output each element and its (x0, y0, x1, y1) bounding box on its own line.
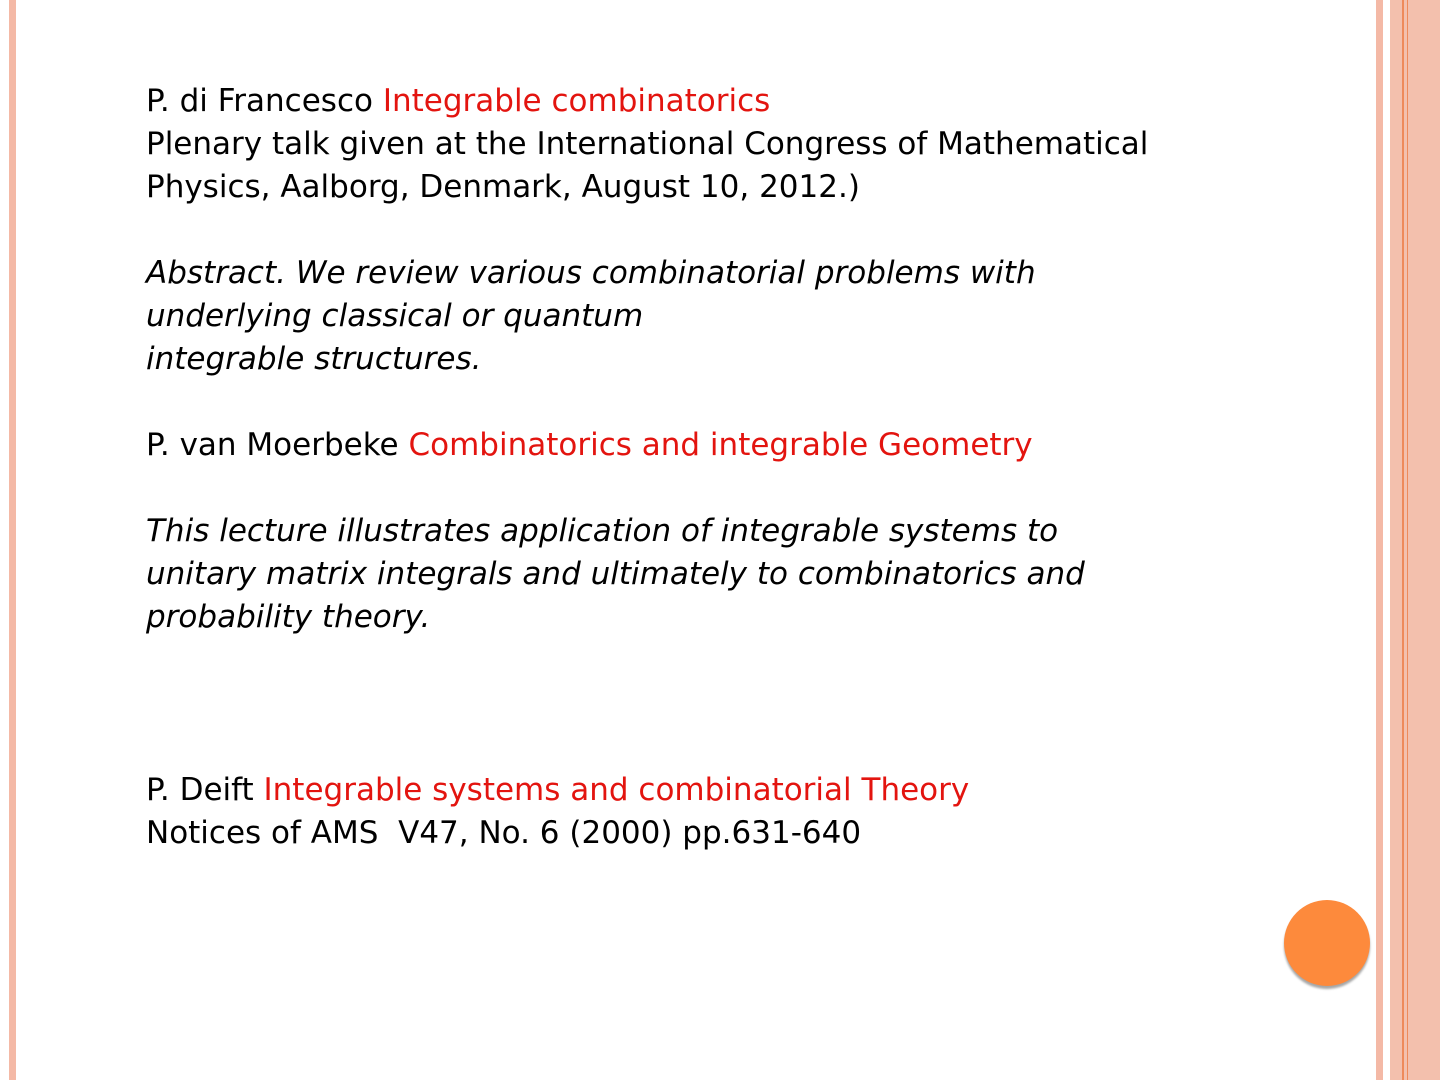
reference-heading (146, 769, 1246, 812)
reference-note-line: Notices of AMS V47, No. 6 (2000) pp.631-640 (146, 815, 862, 851)
abstract-line: Abstract. We review various combinatorial problems with (146, 255, 1036, 291)
slide-content (146, 80, 1246, 855)
reference-title: Integrable systems and combinatorial Theory (263, 772, 970, 808)
left-border-bar (9, 0, 16, 1080)
reference-heading (146, 424, 1246, 467)
reference-author: P. di Francesco (146, 83, 373, 119)
reference-note-line: Plenary talk given at the International Congress of Mathematical (146, 126, 1149, 162)
reference-author: P. Deift (146, 772, 254, 808)
right-border-bar (1376, 0, 1383, 1080)
reference-note-line: Physics, Aalborg, Denmark, August 10, 2012.) (146, 169, 860, 205)
reference-heading (146, 80, 1246, 123)
abstract-line: underlying classical or quantum (146, 298, 644, 334)
right-border-line (1402, 0, 1404, 1080)
orange-circle-decoration (1284, 900, 1370, 986)
abstract-line: This lecture illustrates application of integrable systems to (146, 513, 1059, 549)
right-border-line (1407, 0, 1408, 1080)
reference-title: Integrable combinatorics (382, 83, 771, 119)
right-border-panel (1390, 0, 1440, 1080)
reference-title: Combinatorics and integrable Geometry (408, 427, 1033, 463)
abstract-line: probability theory. (146, 599, 431, 635)
reference-author: P. van Moerbeke (146, 427, 399, 463)
abstract-line: integrable structures. (146, 341, 482, 377)
abstract-line: unitary matrix integrals and ultimately to combinatorics and (146, 556, 1085, 592)
